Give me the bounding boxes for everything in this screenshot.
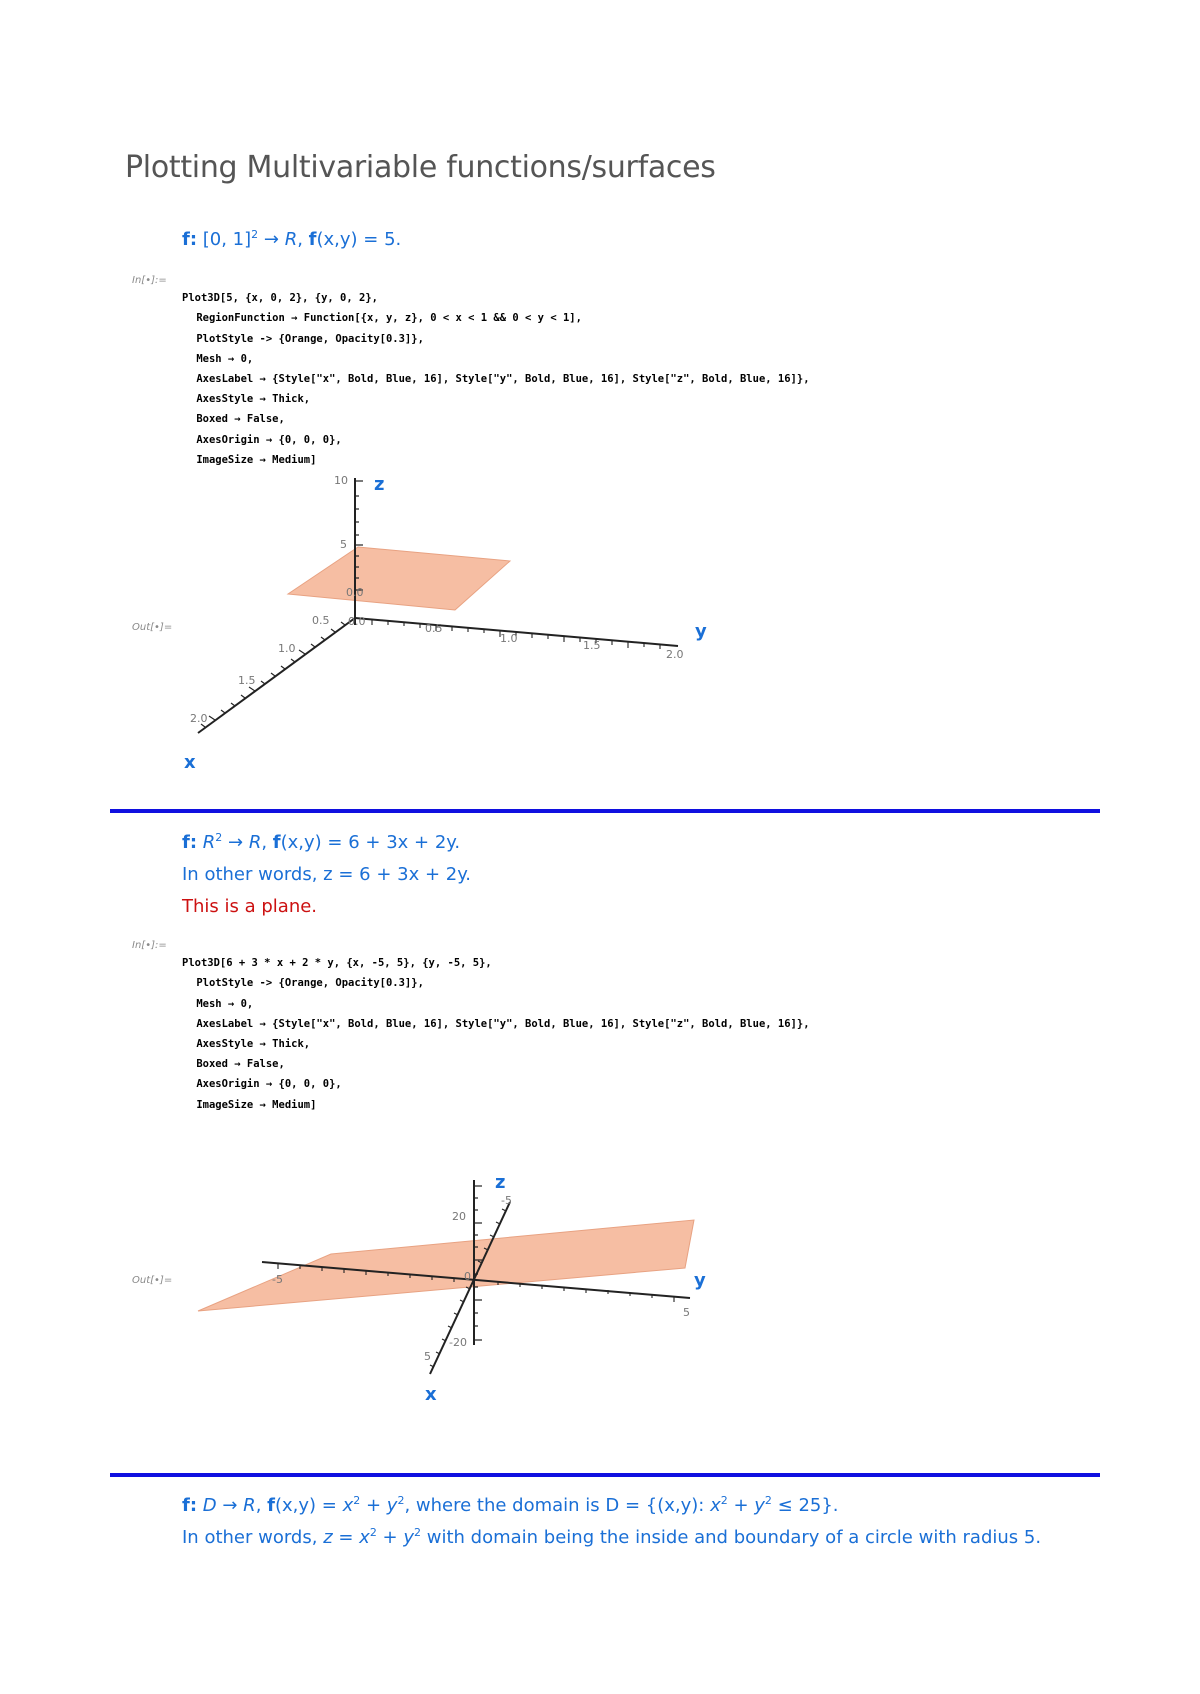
- exponent: 2: [414, 1526, 422, 1539]
- y-tick-label: 1.5: [583, 639, 601, 652]
- code-line: PlotStyle -> {Orange, Opacity[0.3]},: [190, 977, 424, 990]
- domain-exponent: 2: [215, 831, 223, 844]
- code-line: AxesLabel → {Style["x", Bold, Blue, 16], Style["y", Bold, Blue, 16], Style["z", Bold, Blue, 16]},: [190, 373, 810, 386]
- exponent: 2: [720, 1494, 728, 1507]
- map-arrow: →: [216, 1495, 244, 1516]
- function-symbol: f:: [182, 1495, 198, 1516]
- var-x: x: [710, 1495, 721, 1516]
- y-tick-label: 2.0: [666, 648, 684, 661]
- z-tick-label: 5: [340, 538, 347, 551]
- y-tick-label: 1.0: [500, 632, 518, 645]
- var-y: y: [754, 1495, 765, 1516]
- section3-explanation: [182, 1527, 1041, 1548]
- map-arrow: →: [258, 229, 285, 250]
- z-tick-label: 10: [334, 474, 348, 487]
- explanation-text: with domain being the inside and boundary of a circle with radius 5.: [421, 1527, 1042, 1548]
- var-x: x: [342, 1495, 354, 1516]
- x-tick-label: 2.0: [190, 712, 208, 725]
- x-axis-label: x: [425, 1384, 437, 1405]
- equals-sign: =: [332, 1527, 360, 1548]
- page-title: Plotting Multivariable functions/surfaces: [125, 150, 716, 185]
- exponent: 2: [764, 1494, 772, 1507]
- plot3d-tilted-plane[interactable]: [0, 1150, 1200, 1420]
- map-arrow: →: [222, 832, 249, 853]
- definition-text: (x,y) =: [274, 1495, 343, 1516]
- z-tick-label: 0.0: [346, 586, 364, 599]
- function-symbol: f:: [182, 229, 198, 250]
- x-axis-ticks: [201, 622, 345, 727]
- z-axis-label: z: [495, 1172, 506, 1193]
- x-tick-label: -5: [501, 1194, 512, 1207]
- spacer-text: ,: [261, 832, 273, 853]
- function-definition: (x,y) = 6 + 3x + 2y.: [280, 832, 461, 853]
- domain-bound: ≤ 25}.: [771, 1495, 839, 1516]
- function-name: f: [308, 229, 317, 250]
- plus-sign: +: [360, 1495, 387, 1516]
- x-tick-label: 0.5: [312, 614, 330, 627]
- code-line: ImageSize → Medium]: [190, 1098, 317, 1111]
- code-line: Boxed → False,: [190, 413, 285, 426]
- x-tick-label: 1.0: [278, 642, 296, 655]
- section2-note: This is a plane.: [182, 896, 318, 917]
- output-label: Out[•]=: [132, 1275, 173, 1286]
- x-tick-label: 5: [424, 1350, 431, 1363]
- y-tick-label: 0.5: [425, 622, 443, 635]
- spacer-text: ,: [255, 1495, 268, 1516]
- codomain: R: [243, 1495, 256, 1516]
- function-name: f: [272, 832, 281, 853]
- input-label: In[•]:=: [132, 275, 167, 286]
- x-axis: [198, 618, 355, 733]
- function-definition: (x,y) = 5.: [316, 229, 402, 250]
- code-line: ImageSize → Medium]: [190, 453, 317, 466]
- section-divider: [110, 1473, 1100, 1477]
- var-x: x: [359, 1527, 370, 1548]
- surface-plane: [198, 1220, 694, 1311]
- y-axis-label: y: [695, 621, 707, 642]
- function-name: f: [267, 1495, 275, 1516]
- y-tick-label: 5: [683, 1306, 690, 1319]
- code-line: AxesOrigin → {0, 0, 0},: [190, 433, 342, 446]
- code-cell-2[interactable]: [182, 933, 810, 1135]
- domain: R: [202, 832, 216, 853]
- function-symbol: f:: [182, 832, 198, 853]
- code-line: RegionFunction → Function[{x, y, z}, 0 < x < 1 && 0 < y < 1],: [190, 312, 582, 325]
- code-line: AxesLabel → {Style["x", Bold, Blue, 16], Style["y", Bold, Blue, 16], Style["z", Bold, Blue, 16]},: [190, 1017, 810, 1030]
- section2-definition: [182, 832, 460, 853]
- code-line: PlotStyle -> {Orange, Opacity[0.3]},: [190, 332, 424, 345]
- exponent: 2: [369, 1526, 377, 1539]
- section-divider: [110, 809, 1100, 813]
- code-line: Plot3D[5, {x, 0, 2}, {y, 0, 2},: [182, 292, 378, 305]
- z-axis-label: z: [374, 474, 385, 495]
- spacer-text: ,: [297, 229, 309, 250]
- plus-sign: +: [376, 1527, 404, 1548]
- domain-text: [0, 1]: [197, 229, 252, 250]
- y-tick-label: 0.0: [348, 615, 366, 628]
- code-line: AxesOrigin → {0, 0, 0},: [190, 1078, 342, 1091]
- plot3d-flat-plane[interactable]: [0, 0, 1200, 800]
- var-y: y: [386, 1495, 398, 1516]
- x-axis-label: x: [184, 752, 196, 773]
- var-z: z: [323, 1527, 333, 1548]
- domain-text: , where the domain is D = {(x,y):: [404, 1495, 711, 1516]
- code-line: Boxed → False,: [190, 1058, 285, 1071]
- code-line: Mesh → 0,: [190, 997, 254, 1010]
- code-line: AxesStyle → Thick,: [190, 393, 311, 406]
- origin-label: 0: [464, 1270, 471, 1283]
- code-line: AxesStyle → Thick,: [190, 1038, 311, 1051]
- output-label: Out[•]=: [132, 622, 173, 633]
- plus-sign: +: [727, 1495, 755, 1516]
- domain-exponent: 2: [251, 228, 259, 241]
- section3-definition: [182, 1495, 839, 1516]
- input-label: In[•]:=: [132, 940, 167, 951]
- codomain: R: [284, 229, 298, 250]
- y-tick-label: -5: [272, 1273, 283, 1286]
- code-line: Plot3D[6 + 3 * x + 2 * y, {x, -5, 5}, {y, -5, 5},: [182, 957, 492, 970]
- domain: D: [202, 1495, 217, 1516]
- surface-plane: [288, 547, 510, 610]
- exponent: 2: [397, 1494, 405, 1507]
- z-tick-label: 20: [452, 1210, 466, 1223]
- code-line: Mesh → 0,: [190, 352, 254, 365]
- y-axis-label: y: [694, 1270, 706, 1291]
- var-y: y: [403, 1527, 415, 1548]
- z-tick-label: -20: [449, 1336, 467, 1349]
- x-tick-label: 1.5: [238, 674, 256, 687]
- exponent: 2: [353, 1494, 361, 1507]
- section2-explanation: In other words, z = 6 + 3x + 2y.: [182, 864, 472, 885]
- codomain: R: [248, 832, 262, 853]
- explanation-text: In other words,: [182, 1527, 324, 1548]
